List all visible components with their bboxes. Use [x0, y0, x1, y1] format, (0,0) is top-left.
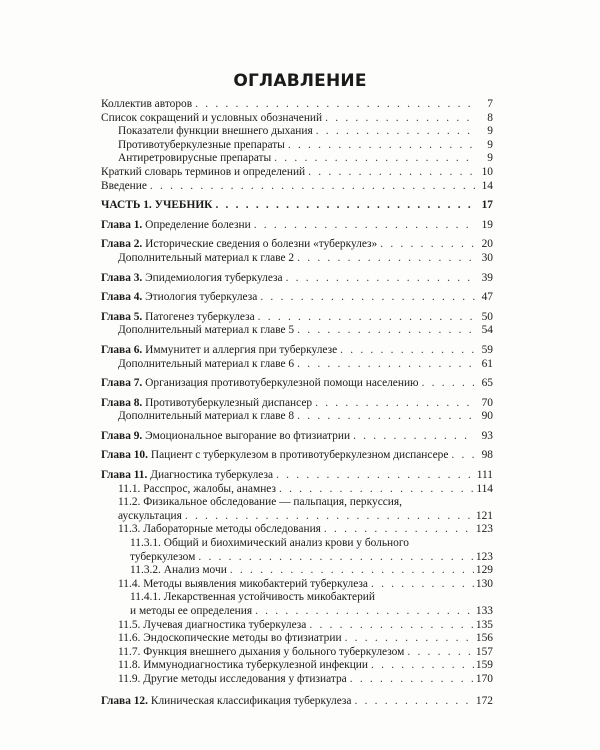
toc-entry-glossary	[101, 166, 493, 180]
toc-entry-antiretroviral-drugs	[101, 152, 493, 166]
toc-entry-chapter-11	[101, 469, 493, 483]
dot-leader	[288, 139, 475, 153]
toc-page-number: 123	[475, 550, 493, 563]
toc-entry-chapter-2	[101, 238, 493, 252]
toc-entry-chapter-12	[101, 695, 493, 709]
dot-leader	[407, 646, 474, 660]
toc-entry-text: Этиология туберкулеза	[145, 291, 258, 304]
toc-entry-text: Показатели функции внешнего дыхания	[118, 125, 313, 138]
chapter-label: Глава 9.	[101, 429, 143, 442]
toc-entry-text: Краткий словарь терминов и определений	[101, 165, 306, 178]
toc-page-number: 50	[481, 310, 493, 323]
chapter-label: Глава 12.	[101, 694, 148, 707]
toc-page-number: 159	[475, 659, 493, 672]
toc-entry-authors	[101, 98, 493, 112]
toc-entry-text-line-1: 11.3.1. Общий и биохимический анализ крови у больного	[130, 537, 409, 550]
dot-leader	[451, 449, 475, 463]
toc-entry-11-4	[101, 578, 493, 592]
toc-page-number: 157	[475, 645, 493, 658]
toc-entry-chapter-8-supplement	[101, 410, 493, 424]
dot-leader	[325, 112, 475, 126]
toc-entry-text: Список сокращений и условных обозначений	[101, 111, 323, 124]
toc-entry-text: 11.5. Лучевая диагностика туберкулеза	[118, 618, 307, 631]
dot-leader	[255, 605, 474, 619]
toc-page-number: 90	[481, 410, 493, 423]
chapter-label: Глава 7.	[101, 377, 143, 390]
toc-page-number: 111	[476, 469, 493, 482]
toc-entry-text: 11.6. Эндоскопические методы во фтизиатрии	[118, 632, 342, 645]
toc-page-number: 114	[476, 482, 493, 495]
toc-entry-text-line-1: 11.4.1. Лекарственная устойчивость микобактерий	[130, 591, 375, 604]
toc-entry-11-7	[101, 646, 493, 660]
toc-entry-chapter-6-supplement	[101, 358, 493, 372]
toc-entry-text: ЧАСТЬ 1. УЧЕБНИК	[101, 199, 213, 212]
toc-entry-11-8	[101, 659, 493, 673]
dot-leader	[350, 673, 474, 687]
toc-page-number: 9	[487, 138, 493, 151]
toc-entry-11-4-1	[101, 591, 493, 618]
dot-leader	[297, 410, 475, 424]
dot-leader	[279, 483, 474, 497]
chapter-label: Глава 8.	[101, 396, 143, 409]
dot-leader	[195, 98, 475, 112]
toc-entry-text: 11.3. Лабораторные методы обследования	[118, 523, 321, 536]
toc-page-number: 133	[475, 605, 493, 617]
dot-leader	[297, 358, 475, 372]
toc-entry-11-2	[101, 496, 493, 523]
toc-entry-chapter-4	[101, 291, 493, 305]
dot-leader	[315, 397, 475, 411]
toc-entry-chapter-1	[101, 219, 493, 233]
toc-page-number: 65	[481, 377, 493, 390]
dot-leader	[274, 152, 475, 166]
toc-entry-text-line-2: аускультация	[118, 509, 182, 522]
dot-leader	[345, 632, 474, 646]
page-title: ОГЛАВЛЕНИЕ	[233, 71, 367, 91]
toc-page-number: 20	[481, 238, 493, 251]
toc-entry-11-6	[101, 632, 493, 646]
toc-entry-respiratory-indicators	[101, 125, 493, 139]
toc-entry-text: Коллектив авторов	[101, 98, 193, 110]
dot-leader	[198, 551, 474, 565]
toc-entry-text-line-2: туберкулезом	[130, 550, 196, 563]
toc-entry-abbreviations	[101, 112, 493, 126]
toc-entry-11-1	[101, 483, 493, 497]
toc-page-number: 17	[481, 199, 493, 212]
dot-leader	[297, 324, 475, 338]
dot-leader	[340, 344, 475, 358]
toc-page-number: 123	[475, 523, 493, 536]
toc-entry-tb-drugs	[101, 139, 493, 153]
dot-leader	[371, 659, 474, 673]
toc-entry-chapter-6	[101, 344, 493, 358]
dot-leader	[258, 311, 475, 325]
toc-entry-text: Организация противотуберкулезной помощи населению	[145, 377, 419, 390]
toc-entry-text-line-1: 11.2. Физикальное обследование — пальпация, перкуссия,	[118, 496, 402, 509]
toc-page-number: 9	[487, 152, 493, 165]
toc-entry-chapter-2-supplement	[101, 252, 493, 266]
toc-entry-text: Эпидемиология туберкулеза	[145, 271, 283, 284]
dot-leader	[185, 510, 474, 524]
dot-leader	[353, 430, 475, 444]
toc-entry-chapter-5-supplement	[101, 324, 493, 338]
toc-page-number: 47	[481, 291, 493, 304]
toc-page-number: 98	[481, 449, 493, 462]
dot-leader	[316, 125, 475, 139]
toc-entry-11-3	[101, 523, 493, 537]
chapter-label: Глава 4.	[101, 291, 143, 304]
toc-entry-text: Дополнительный материал к главе 6	[118, 357, 295, 370]
toc-page-number: 70	[481, 396, 493, 409]
toc-page-number: 61	[481, 357, 493, 370]
toc-entry-text: Иммунитет и аллергия при туберкулезе	[145, 343, 338, 356]
toc-entry-text: 11.9. Другие методы исследования у фтизиатра	[118, 672, 347, 685]
toc-entry-text: 11.8. Иммунодиагностика туберкулезной инфекции	[118, 659, 368, 672]
toc-entry-text: 11.3.2. Анализ мочи	[130, 564, 227, 577]
dot-leader	[230, 564, 474, 578]
dot-leader	[309, 619, 474, 633]
toc-entry-chapter-8	[101, 397, 493, 411]
toc-page-number: 14	[481, 179, 493, 192]
toc-page-number: 156	[475, 632, 493, 645]
toc-entry-text: Противотуберкулезные препараты	[118, 138, 285, 151]
dot-leader	[286, 272, 475, 286]
toc-entry-11-9	[101, 673, 493, 687]
toc-entry-text: Дополнительный материал к главе 2	[118, 251, 295, 264]
toc-page-number: 130	[475, 577, 493, 590]
toc-entry-text: Диагностика туберкулеза	[150, 469, 274, 482]
toc-entry-introduction	[101, 180, 493, 194]
toc-entry-text: Введение	[101, 179, 147, 192]
dot-leader	[150, 180, 475, 194]
toc-entry-text: Противотуберкулезный диспансер	[145, 396, 313, 409]
dot-leader	[308, 166, 475, 180]
dot-leader	[297, 252, 475, 266]
toc-entry-text: Дополнительный материал к главе 5	[118, 324, 295, 337]
toc-entry-chapter-7	[101, 377, 493, 391]
chapter-label: Глава 2.	[101, 238, 143, 251]
dot-leader	[215, 199, 475, 213]
toc-page-number: 54	[481, 324, 493, 337]
dot-leader	[371, 578, 474, 592]
toc-page-number: 121	[475, 509, 493, 522]
toc-entry-text: 11.1. Расспрос, жалобы, анамнез	[118, 482, 276, 495]
chapter-label: Глава 1.	[101, 218, 143, 231]
chapter-label: Глава 5.	[101, 310, 143, 323]
dot-leader	[254, 219, 475, 233]
toc-page-number: 135	[475, 618, 493, 631]
toc-entry-text-line-2: и методы ее определения	[130, 605, 253, 617]
toc-page-number: 7	[487, 98, 493, 110]
toc-entry-text: Патогенез туберкулеза	[145, 310, 255, 323]
toc-entry-text: 11.4. Методы выявления микобактерий туберкулеза	[118, 577, 368, 590]
toc-entry-text: Исторические сведения о болезни «туберкулез»	[145, 238, 378, 251]
toc-entry-11-3-1	[101, 537, 493, 564]
toc-page-number: 129	[475, 564, 493, 577]
toc-entry-chapter-10	[101, 449, 493, 463]
toc-page-number: 10	[481, 165, 493, 178]
toc-page-number: 172	[475, 694, 493, 707]
toc-entry-text: Антиретровирусные препараты	[118, 152, 272, 165]
chapter-label: Глава 11.	[101, 469, 148, 482]
toc-entry-text: Клиническая классификация туберкулеза	[150, 694, 352, 707]
toc-entry-chapter-9	[101, 430, 493, 444]
toc-entry-11-3-2	[101, 564, 493, 578]
toc-page-number: 19	[481, 218, 493, 231]
toc-entry-text: Эмоциональное выгорание во фтизиатрии	[145, 429, 351, 442]
chapter-label: Глава 10.	[101, 449, 148, 462]
dot-leader	[422, 377, 475, 391]
toc-page-number: 59	[481, 343, 493, 356]
dot-leader	[354, 695, 473, 709]
toc-page-number: 93	[481, 429, 493, 442]
toc-page-number: 9	[487, 125, 493, 138]
toc-entry-11-5	[101, 619, 493, 633]
table-of-contents	[101, 98, 493, 708]
toc-page-number: 170	[475, 672, 493, 685]
toc-entry-text: 11.7. Функция внешнего дыхания у больного туберкулезом	[118, 645, 405, 658]
chapter-label: Глава 6.	[101, 343, 143, 356]
toc-entry-part-1	[101, 199, 493, 213]
toc-page-number: 39	[481, 271, 493, 284]
dot-leader	[276, 469, 475, 483]
dot-leader	[380, 238, 475, 252]
toc-page-number: 8	[487, 111, 493, 124]
toc-entry-text: Пациент с туберкулезом в противотуберкулезном диспансере	[150, 449, 449, 462]
dot-leader	[260, 291, 475, 305]
chapter-label: Глава 3.	[101, 271, 143, 284]
toc-page-number: 30	[481, 251, 493, 264]
toc-entry-chapter-3	[101, 272, 493, 286]
toc-entry-text: Определение болезни	[145, 218, 251, 231]
toc-entry-text: Дополнительный материал к главе 8	[118, 410, 295, 423]
dot-leader	[324, 523, 474, 537]
toc-entry-chapter-5	[101, 311, 493, 325]
